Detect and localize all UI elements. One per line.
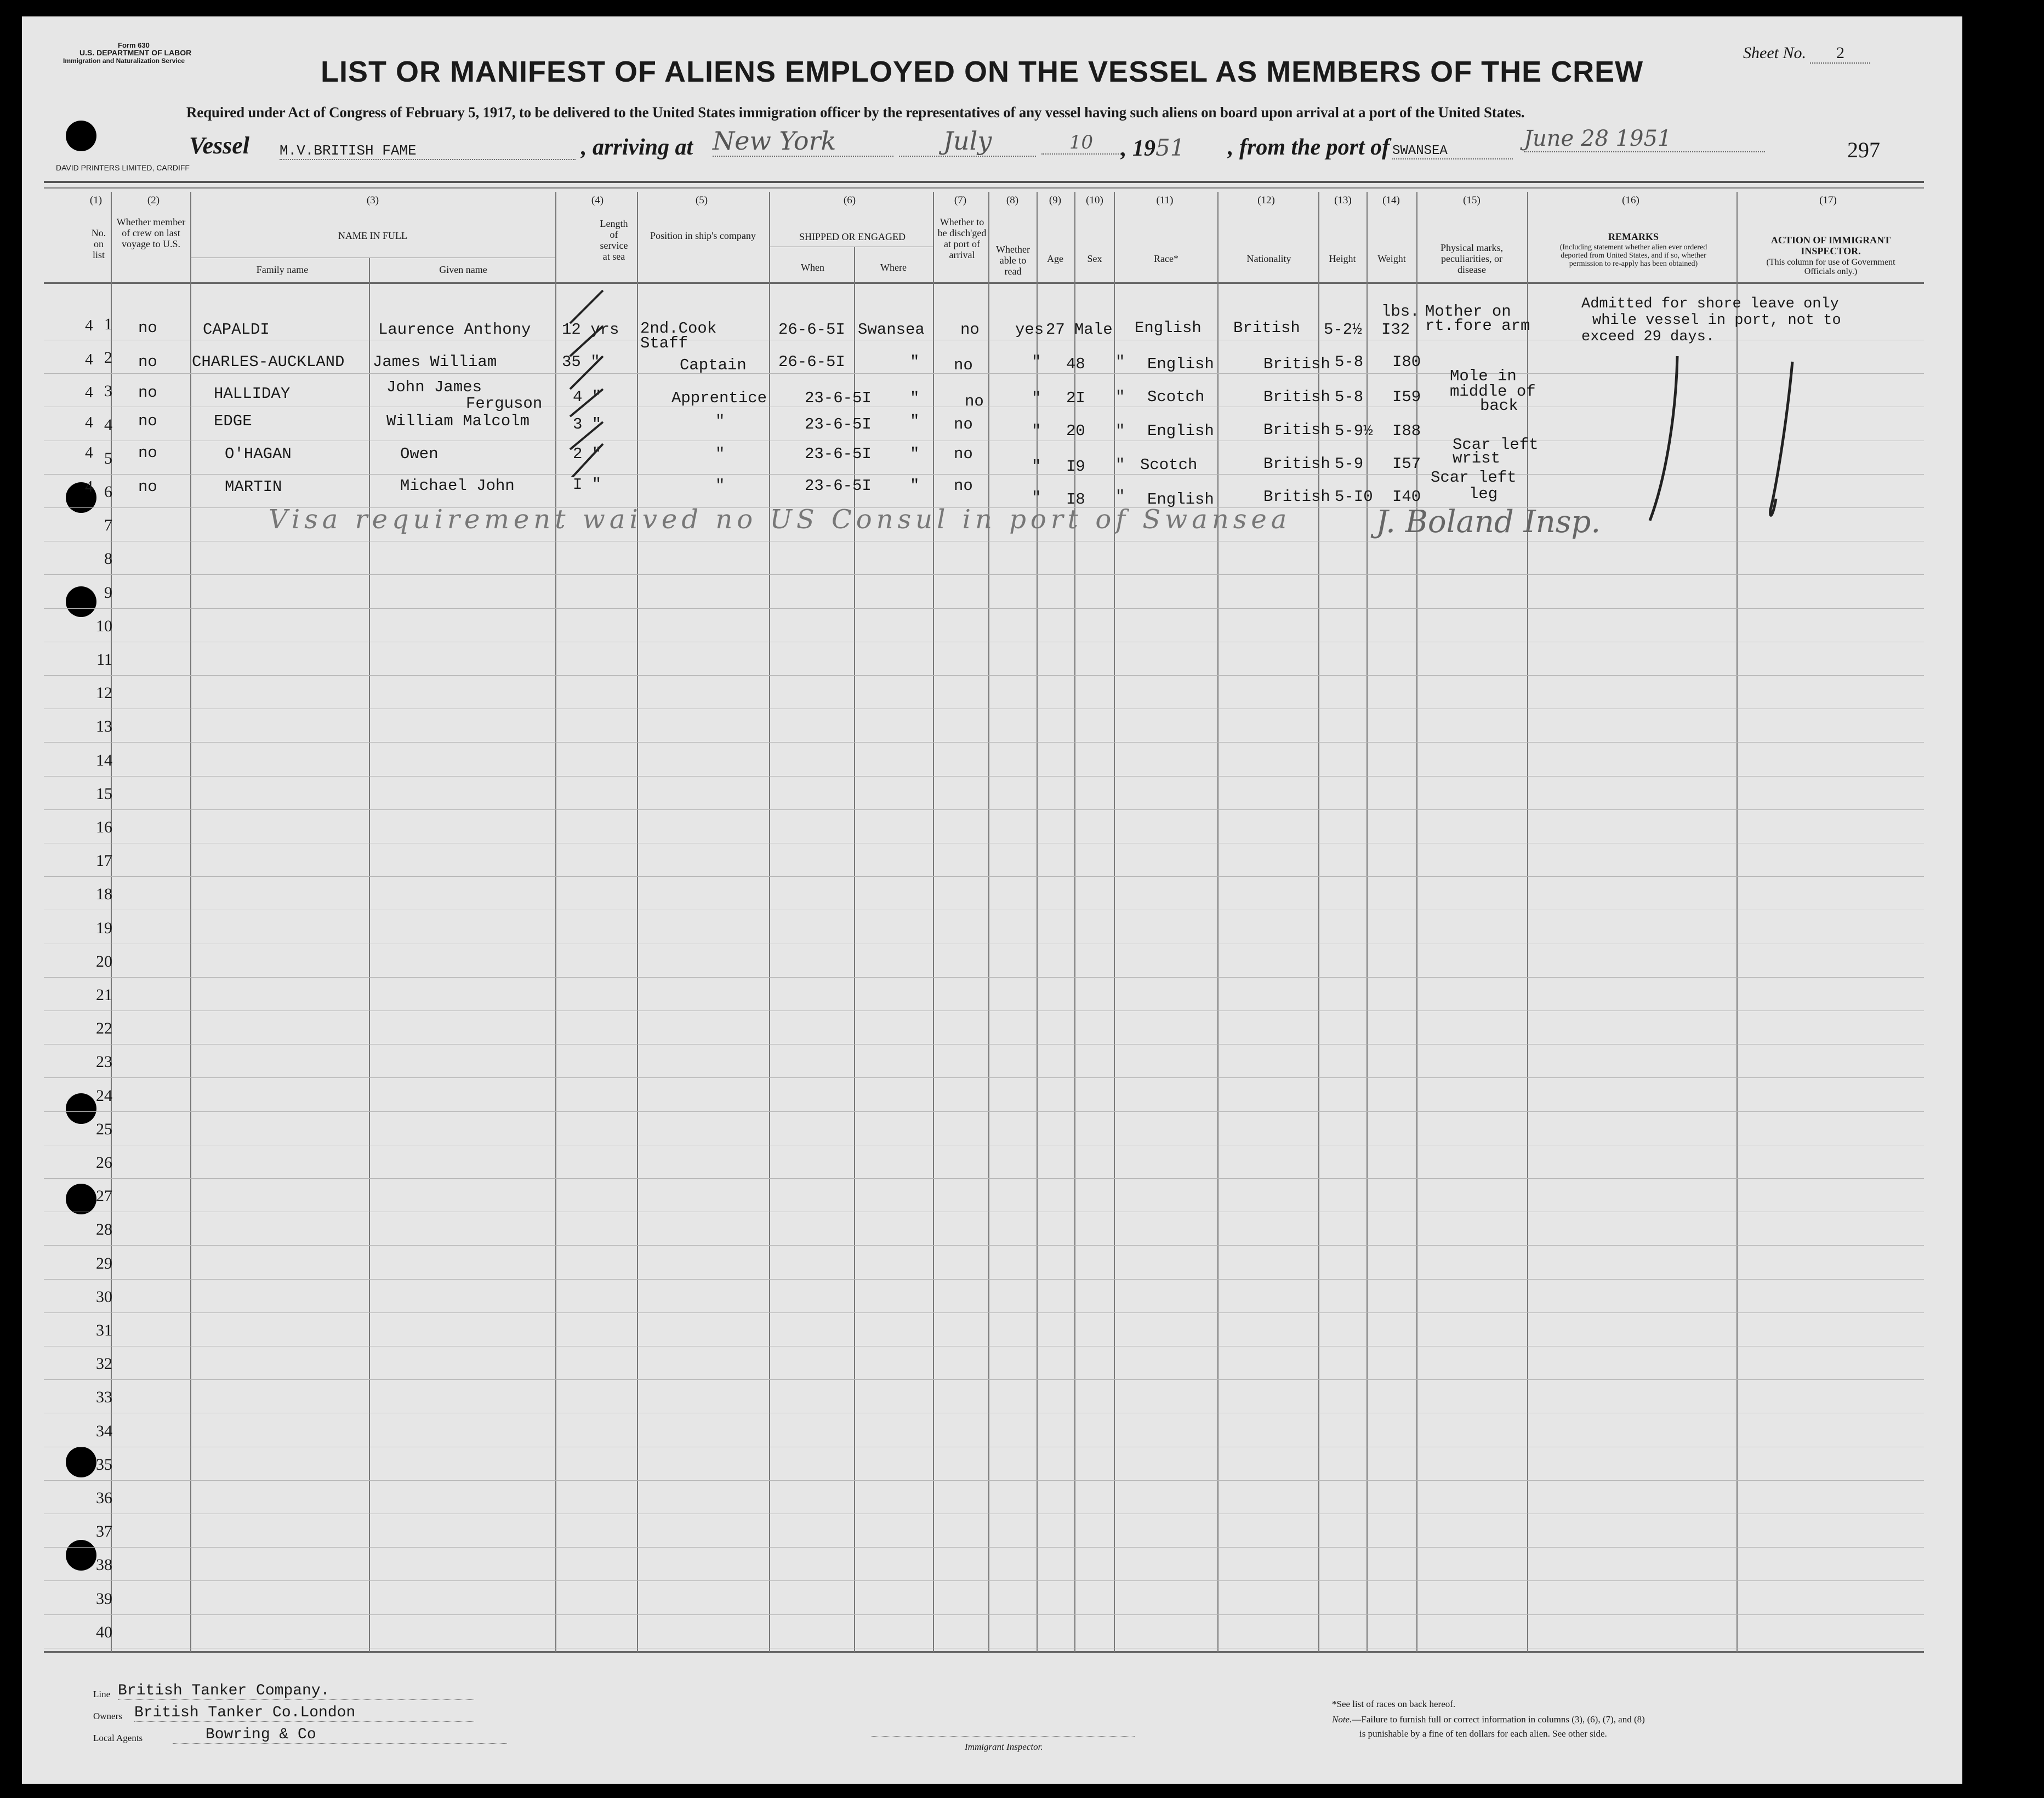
arriving-label: , arriving at (581, 135, 693, 160)
cell-sex: " (1115, 353, 1125, 371)
cell-age: 48 (1066, 355, 1085, 373)
cell-sex: " (1115, 422, 1125, 440)
cell-weight: I88 (1392, 422, 1421, 440)
col-num-5: (5) (695, 195, 708, 206)
row-ref: 4 (85, 384, 93, 401)
page-stamp: 297 (1847, 138, 1880, 162)
row-number: 16 (96, 818, 112, 836)
row-number: 10 (96, 617, 112, 635)
row-number: 34 (96, 1422, 112, 1440)
cell-race: Scotch (1147, 388, 1205, 406)
cell-height: 5-8 (1335, 388, 1364, 406)
inspector-sign-line (872, 1736, 1135, 1737)
row-number: 2 (104, 349, 112, 367)
weight-unit: lbs. (1381, 302, 1420, 321)
row-number: 19 (96, 919, 112, 937)
cell-when: 23-6-5I (805, 477, 872, 495)
cell-where: " (910, 389, 920, 407)
cell-crew: no (138, 412, 157, 430)
cell-position: 2nd.Cook (640, 319, 717, 338)
cell-crew: no (138, 353, 157, 371)
cell-given-name: John James (386, 378, 482, 396)
cell-position: " (715, 445, 725, 463)
col-num-6: (6) (843, 195, 856, 206)
arrival-month: July (899, 126, 1036, 157)
cell-position-2: Staff (640, 334, 688, 352)
cell-discharge: no (954, 445, 973, 463)
row-rule (44, 608, 1924, 609)
from-port-label: , from the port of (1228, 135, 1390, 160)
manifest-sheet (22, 16, 1962, 1784)
row-rule (44, 809, 1924, 810)
cell-crew: no (138, 478, 157, 496)
row-number: 20 (96, 952, 112, 971)
printer-credit: DAVID PRINTERS LIMITED, CARDIFF (56, 163, 190, 172)
cell-age: I9 (1066, 458, 1085, 476)
col-head-sex: Sex (1087, 253, 1102, 264)
cell-given-name: Owen (400, 445, 439, 463)
row-rule (44, 1547, 1924, 1548)
arriving-port: New York (713, 126, 893, 157)
col-head-given-name: Given name (439, 264, 487, 275)
col-head-last-voyage: Whether member of crew on last voyage to U.S. (116, 216, 186, 249)
col-head-length-service: Length of service at sea (600, 218, 628, 262)
col-head-weight: Weight (1377, 253, 1406, 264)
cell-sex: Male (1074, 321, 1113, 339)
row-number: 40 (96, 1623, 112, 1641)
cell-when: 23-6-5I (805, 389, 872, 407)
check-marks (548, 279, 625, 477)
footer-line-value: British Tanker Company. (118, 1682, 474, 1700)
col-num-4: (4) (591, 195, 604, 206)
col-num-15: (15) (1463, 195, 1481, 206)
col-num-1: (1) (89, 195, 103, 206)
col-head-height: Height (1329, 253, 1356, 264)
cell-service: 3 " (573, 415, 602, 433)
cell-read: " (1032, 489, 1041, 507)
sheet-label (1743, 44, 1870, 64)
cell-nationality: British (1263, 455, 1330, 473)
year-value: 51 (1155, 134, 1185, 161)
row-number: 18 (96, 885, 112, 903)
cell-given-name: James William (373, 353, 497, 371)
cell-when: 23-6-5I (805, 415, 872, 433)
cell-nationality: British (1263, 355, 1330, 373)
column-divider (1318, 192, 1319, 1652)
cell-position: " (715, 477, 725, 495)
cell-age: 20 (1066, 422, 1085, 440)
visa-waiver-note: Visa requirement waived no US Consul in port of Swansea (269, 504, 1291, 535)
cell-marks-2: leg (1469, 485, 1498, 503)
row-rule (44, 876, 1924, 877)
cell-when: 26-6-5I (778, 321, 845, 339)
cell-read: " (1032, 353, 1041, 371)
cell-race: English (1135, 319, 1202, 337)
cell-where: " (910, 477, 920, 495)
cell-height: 5-9 (1335, 455, 1364, 473)
row-number: 35 (96, 1455, 112, 1474)
column-divider (1037, 192, 1038, 1652)
cell-height: 5-9½ (1335, 422, 1373, 440)
col-head-remarks-note: (Including statement whether alien ever ordered deported from United States, and if so, whether permission to re-apply has been obtained) (1559, 243, 1707, 268)
row-number: 12 (96, 684, 112, 702)
row-number: 7 (104, 516, 112, 534)
col-num-12: (12) (1257, 195, 1275, 206)
cell-read: " (1032, 389, 1041, 407)
col-num-7: (7) (954, 195, 967, 206)
footer-line-label: Line (93, 1689, 111, 1699)
column-divider (1217, 192, 1219, 1652)
col-num-9: (9) (1049, 195, 1062, 206)
row-rule (44, 574, 1924, 575)
cell-age: 2I (1066, 389, 1085, 407)
column-divider (769, 192, 770, 1652)
column-divider (1527, 192, 1528, 1652)
cell-marks: Mole in (1450, 367, 1517, 385)
cell-service: 4 " (573, 388, 602, 406)
col-head-remarks: REMARKS (1608, 231, 1659, 242)
cell-marks-2: wrist (1453, 449, 1501, 467)
footer-owners-label: Owners (93, 1711, 122, 1721)
cell-discharge: no (960, 321, 980, 339)
row-number: 8 (104, 550, 112, 568)
col-head-where: Where (880, 262, 907, 273)
row-number: 24 (96, 1087, 112, 1105)
arrival-day: 10 (1041, 132, 1121, 155)
col-head-shipped: SHIPPED OR ENGAGED (799, 231, 906, 242)
col-num-2: (2) (147, 195, 160, 206)
cell-read: yes (1015, 321, 1044, 339)
cell-given-name: Michael John (400, 477, 515, 495)
col-num-3: (3) (366, 195, 379, 206)
row-number: 33 (96, 1388, 112, 1406)
col-head-able-read: Whether able to read (996, 244, 1030, 277)
row-number: 30 (96, 1288, 112, 1306)
cell-service: 35 " (562, 353, 600, 371)
remarks-line-1: Admitted for shore leave only (1581, 296, 1839, 312)
column-divider (988, 192, 989, 1652)
column-divider (369, 258, 370, 1652)
row-number: 36 (96, 1489, 112, 1507)
table-top-rule-2 (44, 187, 1924, 189)
row-number: 37 (96, 1522, 112, 1540)
row-number: 6 (104, 483, 112, 501)
cell-sex: " (1115, 456, 1125, 474)
inspector-signature: J. Boland Insp. (1376, 504, 1601, 540)
cell-race: English (1147, 355, 1214, 373)
cell-when: 23-6-5I (805, 445, 872, 463)
row-number: 14 (96, 751, 112, 769)
departure-date: June 28 1951 (1524, 126, 1765, 152)
row-ref: 4 (85, 414, 93, 431)
cell-when: 26-6-5I (778, 353, 845, 371)
cell-nationality: British (1233, 319, 1300, 337)
cell-given-name-2: Ferguson (466, 395, 543, 413)
cell-race: Scotch (1140, 456, 1198, 474)
row-rule (44, 1077, 1924, 1078)
col-head-action-note: (This column for use of Government Officials only.) (1766, 258, 1895, 276)
row-rule (44, 1480, 1924, 1481)
from-port: SWANSEA (1392, 144, 1513, 159)
cell-nationality: British (1263, 488, 1330, 506)
row-ref: 4 (85, 351, 93, 368)
form-number: Form 630 (118, 41, 150, 49)
col-num-10: (10) (1086, 195, 1103, 206)
col-head-nationality: Nationality (1246, 253, 1291, 264)
footer-note-2: is punishable by a fine of ten dollars for each alien. See other side. (1359, 1728, 1607, 1739)
row-rule (44, 675, 1924, 676)
cell-family-name: CHARLES-AUCKLAND (192, 353, 345, 371)
column-divider (637, 192, 638, 1652)
cell-weight: I80 (1392, 353, 1421, 371)
cell-marks-3: back (1480, 397, 1518, 415)
row-number: 21 (96, 986, 112, 1004)
footer-note (1332, 1714, 1645, 1725)
cell-crew: no (138, 319, 157, 337)
page-subtitle: Required under Act of Congress of February 5, 1917, to be delivered to the United States immigration officer by the representatives of any vessel having such aliens on board upon arrival at a port of the United States. (186, 104, 1525, 121)
arrival-year (1121, 134, 1185, 162)
punch-hole (66, 121, 96, 151)
cell-age: I8 (1066, 490, 1085, 509)
row-number: 26 (96, 1154, 112, 1172)
cell-marks-2: middle of (1450, 383, 1536, 401)
col-head-race: Race* (1154, 253, 1178, 264)
footer-races-note: *See list of races on back hereof. (1332, 1699, 1456, 1709)
cell-family-name: MARTIN (225, 478, 282, 496)
cell-marks: Mother on (1425, 302, 1511, 321)
cell-read: " (1032, 422, 1041, 440)
column-divider (190, 192, 191, 1652)
cell-height: 5-8 (1335, 353, 1364, 371)
cell-weight: I57 (1392, 455, 1421, 473)
col-num-13: (13) (1334, 195, 1352, 206)
cell-given-name: William Malcolm (386, 412, 530, 430)
footer-agents-label: Local Agents (93, 1733, 143, 1743)
col-num-11: (11) (1156, 195, 1174, 206)
cell-nationality: British (1263, 388, 1330, 406)
col-head-age: Age (1047, 253, 1063, 264)
row-number: 5 (104, 449, 112, 467)
column-divider (1074, 192, 1075, 1652)
cell-read: " (1032, 458, 1041, 476)
column-divider (1416, 192, 1417, 1652)
col-head-family-name: Family name (256, 264, 309, 275)
cell-height: 5-I0 (1335, 488, 1373, 506)
row-rule (44, 1279, 1924, 1280)
row-number: 1 (104, 315, 112, 333)
row-number: 25 (96, 1120, 112, 1138)
row-rule (44, 373, 1924, 374)
row-rule (44, 776, 1924, 777)
row-ref: 4 (85, 444, 93, 461)
row-rule (44, 1379, 1924, 1380)
cell-crew: no (138, 444, 157, 462)
cell-service: I " (573, 476, 602, 494)
footer-note-label: Note. (1332, 1714, 1352, 1725)
cell-service: 2 " (573, 445, 602, 463)
row-number: 22 (96, 1019, 112, 1037)
col-num-8: (8) (1006, 195, 1019, 206)
column-divider (1114, 192, 1115, 1652)
cell-crew: no (138, 384, 157, 402)
cell-where: Swansea (858, 321, 925, 339)
row-number: 23 (96, 1053, 112, 1071)
row-number: 9 (104, 584, 112, 602)
service-name: Immigration and Naturalization Service (63, 57, 185, 65)
cell-family-name: EDGE (214, 412, 252, 430)
cell-discharge: no (954, 415, 973, 433)
row-number: 27 (96, 1187, 112, 1205)
row-ref: 4 (85, 478, 93, 495)
row-number: 15 (96, 785, 112, 803)
cell-discharge: no (965, 392, 984, 410)
cell-family-name: HALLIDAY (214, 385, 291, 403)
cell-marks: Scar left (1453, 436, 1539, 454)
row-rule (44, 1111, 1924, 1112)
cell-marks: Scar left (1431, 469, 1517, 487)
row-number: 38 (96, 1556, 112, 1574)
row-number: 28 (96, 1220, 112, 1238)
footer-owners-value: British Tanker Co.London (134, 1704, 474, 1722)
footer-note-text: —Failure to furnish full or correct information in columns (3), (6), (7), and (8) (1352, 1714, 1645, 1725)
row-rule (44, 977, 1924, 978)
cell-position: Apprentice (671, 389, 767, 407)
page-title: LIST OR MANIFEST OF ALIENS EMPLOYED ON THE VESSEL AS MEMBERS OF THE CREW (321, 55, 1644, 88)
cell-sex: " (1115, 488, 1125, 506)
remarks-line-3: exceed 29 days. (1581, 329, 1715, 345)
cell-family-name: O'HAGAN (225, 445, 292, 463)
cell-discharge: no (954, 356, 973, 374)
department-name: U.S. DEPARTMENT OF LABOR (79, 48, 192, 57)
row-rule (44, 1178, 1924, 1179)
cell-nationality: British (1263, 421, 1330, 439)
row-number: 3 (104, 382, 112, 400)
col-head-action: ACTION OF IMMIGRANT INSPECTOR. (1770, 235, 1891, 256)
cell-given-name: Laurence Anthony (378, 321, 531, 339)
table-top-rule (44, 181, 1924, 183)
row-number: 39 (96, 1590, 112, 1608)
row-number: 31 (96, 1321, 112, 1339)
footer-agents-value: Bowring & Co (173, 1726, 507, 1744)
row-number: 17 (96, 852, 112, 870)
column-divider (933, 192, 934, 1652)
row-number: 11 (96, 650, 112, 669)
row-rule (44, 1614, 1924, 1615)
row-rule (44, 474, 1924, 475)
cell-where: " (910, 412, 920, 430)
col-num-14: (14) (1382, 195, 1400, 206)
sheet-no-value: 2 (1810, 44, 1870, 64)
vessel-label: Vessel (189, 132, 249, 159)
cell-age: 27 (1046, 321, 1065, 339)
cell-position: " (715, 412, 725, 430)
cell-marks-2: rt.fore arm (1425, 317, 1530, 335)
column-divider (1367, 192, 1368, 1652)
inspector-tally-marks (1644, 334, 1809, 543)
cell-height: 5-2½ (1324, 321, 1362, 339)
col-head-position: Position in ship's company (650, 230, 756, 241)
cell-weight: I59 (1392, 388, 1421, 406)
year-prefix: , 19 (1121, 136, 1155, 161)
table-bottom-rule (44, 1651, 1924, 1653)
header-bottom-rule (44, 282, 1924, 284)
col-num-17: (17) (1819, 195, 1837, 206)
cell-where: " (910, 353, 920, 371)
cell-sex: " (1115, 388, 1125, 406)
row-ref: 4 (85, 317, 93, 334)
cell-where: " (910, 445, 920, 463)
col-num-16: (16) (1622, 195, 1639, 206)
cell-race: English (1147, 422, 1214, 440)
remarks-line-2: while vessel in port, not to (1592, 312, 1841, 329)
cell-family-name: CAPALDI (203, 321, 270, 339)
cell-race: English (1147, 490, 1214, 509)
cell-service: 12 yrs (562, 321, 619, 339)
footer-inspector-label: Immigrant Inspector. (965, 1742, 1043, 1752)
col-head-no-on-list: No. on list (91, 227, 106, 260)
row-number: 32 (96, 1355, 112, 1373)
row-rule (44, 1580, 1924, 1581)
col-head-when: When (801, 262, 824, 273)
col-head-discharged: Whether to be disch'ged at port of arrival (937, 216, 987, 260)
cell-weight: I40 (1392, 488, 1421, 506)
row-number: 29 (96, 1254, 112, 1272)
row-number: 4 (104, 416, 112, 434)
row-rule (44, 1312, 1924, 1313)
col-head-name-in-full: NAME IN FULL (338, 230, 407, 241)
sheet-no-label: Sheet No. (1743, 44, 1806, 62)
cell-weight: I32 (1381, 321, 1410, 339)
row-number: 13 (96, 717, 112, 735)
cell-position: Captain (680, 356, 747, 374)
vessel-name: M.V.BRITISH FAME (280, 142, 576, 160)
col-head-physical-marks: Physical marks, peculiarities, or disease (1441, 242, 1503, 275)
row-rule (44, 742, 1924, 743)
cell-discharge: no (954, 477, 973, 495)
row-rule (44, 1245, 1924, 1246)
